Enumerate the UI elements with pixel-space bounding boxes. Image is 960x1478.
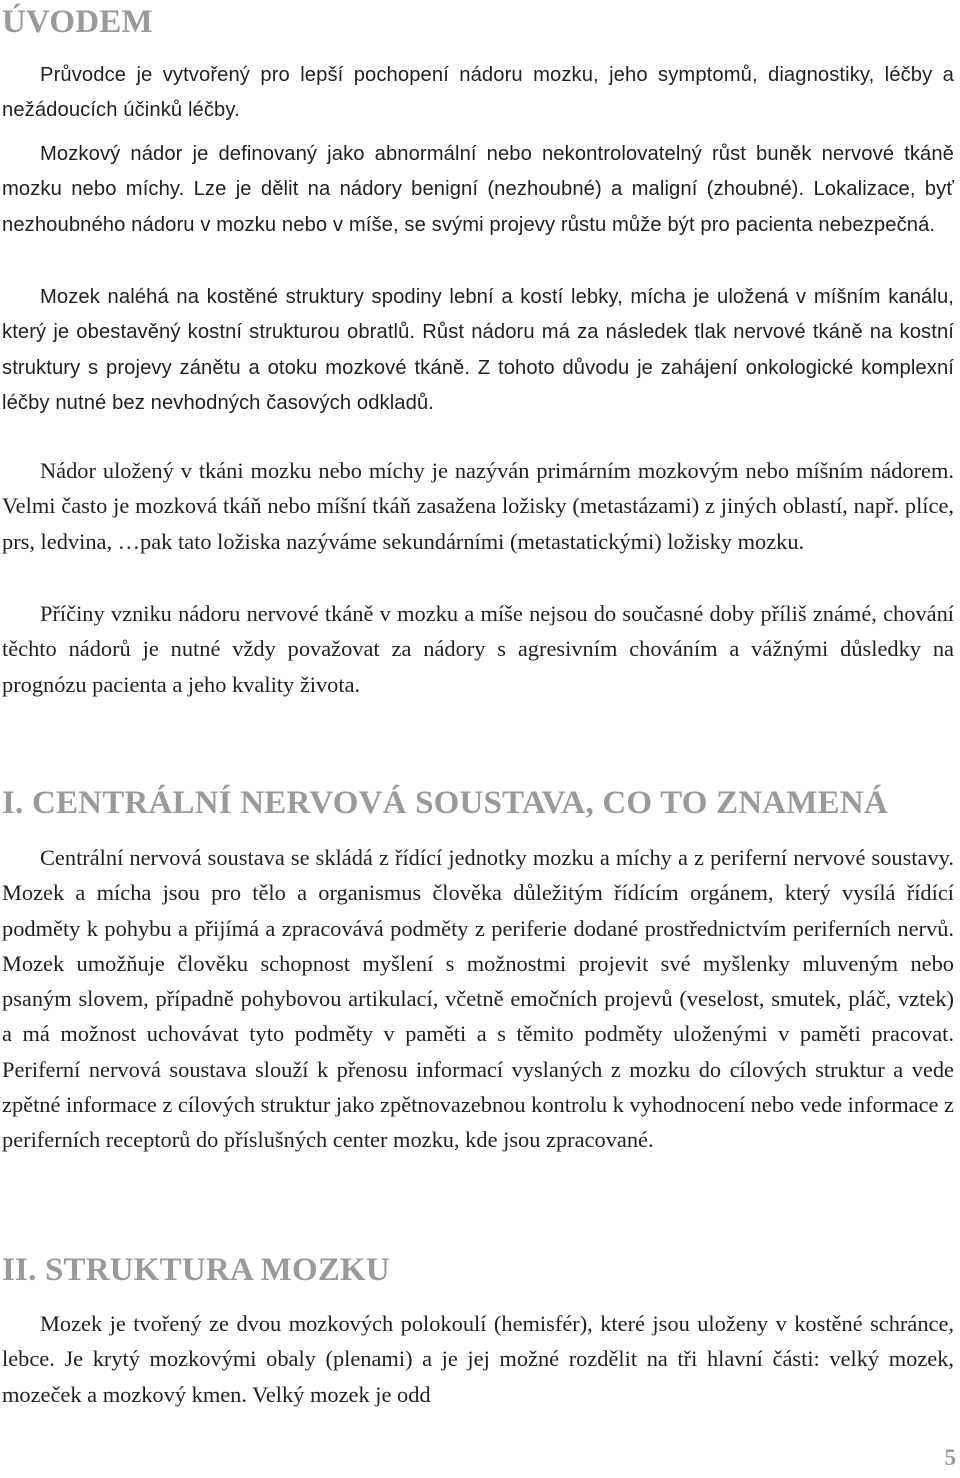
- paragraph-intro-2: Mozkový nádor je definovaný jako abnormální nebo nekontrolovatelný růst buněk nervové tkáně mozku nebo míchy. Lze je dělit na nádory benigní (nezhoubné) a maligní (zhoubné). Lokalizace, byť nezhoubného nádoru v mozku nebo v míše, se svými projevy růstu může být pro pacienta nebezpečná.: [2, 143, 954, 236]
- paragraph-cns-1: Centrální nervová soustava se skládá z řídící jednotky mozku a míchy a z periferní nervové soustavy. Mozek a mícha jsou pro tělo a organismus člověka důležitým řídícím orgánem, který vysílá řídící podměty k pohybu a přijímá a zpracovává podměty z periferie dodané prostřednictvím periferních nervů. Mozek umožňuje člověku schopnost myšlení s možnostmi projevit své myšlenky mluveným nebo psaným slovem, případně pohybovou artikulací, včetně emočních projevů (veselost, smutek, pláč, vztek) a má možnost uchovávat tyto podměty v paměti a s těmito podměty uloženými v paměti pracovat. Periferní nervová soustava slouží k přenosu informací vyslaných z mozku do cílových struktur a vede zpětné informace z cílových struktur jako zpětnovazebnou kontrolu k vyhodnocení nebo vede informace z periferních receptorů do příslušných center mozku, kde jsou zpracované.: [2, 845, 954, 1153]
- section-heading-structure: II. STRUKTURA MOZKU: [2, 1252, 390, 1288]
- paragraph-intro-4: Nádor uložený v tkáni mozku nebo míchy je nazýván primárním mozkovým nebo míšním nádorem. Velmi často je mozková tkáň nebo míšní tkáň zasažena ložisky (metastázami) z jiných oblastí, např. plíce, prs, ledvina, …pak tato ložiska nazýváme sekundárními (metastatickými) ložisky mozku.: [2, 458, 954, 554]
- paragraph-intro-1: Průvodce je vytvořený pro lepší pochopení nádoru mozku, jeho symptomů, diagnostiky, léčby a nežádoucích účinků léčby.: [2, 64, 954, 122]
- section-heading-intro: ÚVODEM: [2, 4, 153, 40]
- paragraph-intro-5: Příčiny vzniku nádoru nervové tkáně v mozku a míše nejsou do současné doby příliš známé, chování těchto nádorů je nutné vždy považovat za nádory s agresivním chováním a vážnými důsledky na prognózu pacienta a jeho kvality života.: [2, 601, 954, 697]
- paragraph-structure-1: Mozek je tvořený ze dvou mozkových polokoulí (hemisfér), které jsou uloženy v kostěné schránce, lebce. Je krytý mozkovými obaly (plenami) a je jej možné rozdělit na tři hlavní části: velký mozek, mozeček a mozkový kmen. Velký mozek je odd: [2, 1311, 954, 1407]
- paragraph-intro-3: Mozek naléhá na kostěné struktury spodiny lební a kostí lebky, mícha je uložená v míšním kanálu, který je obestavěný kostní strukturou obratlů. Růst nádoru má za následek tlak nervové tkáně na kostní struktury s projevy zánětu a otoku mozkové tkáně. Z tohoto důvodu je zahájení onkologické komplexní léčby nutné bez nevhodných časových odkladů.: [2, 286, 954, 414]
- section-heading-cns: I. CENTRÁLNÍ NERVOVÁ SOUSTAVA, CO TO ZNAMENÁ: [2, 785, 888, 821]
- page-number: 5: [944, 1445, 956, 1470]
